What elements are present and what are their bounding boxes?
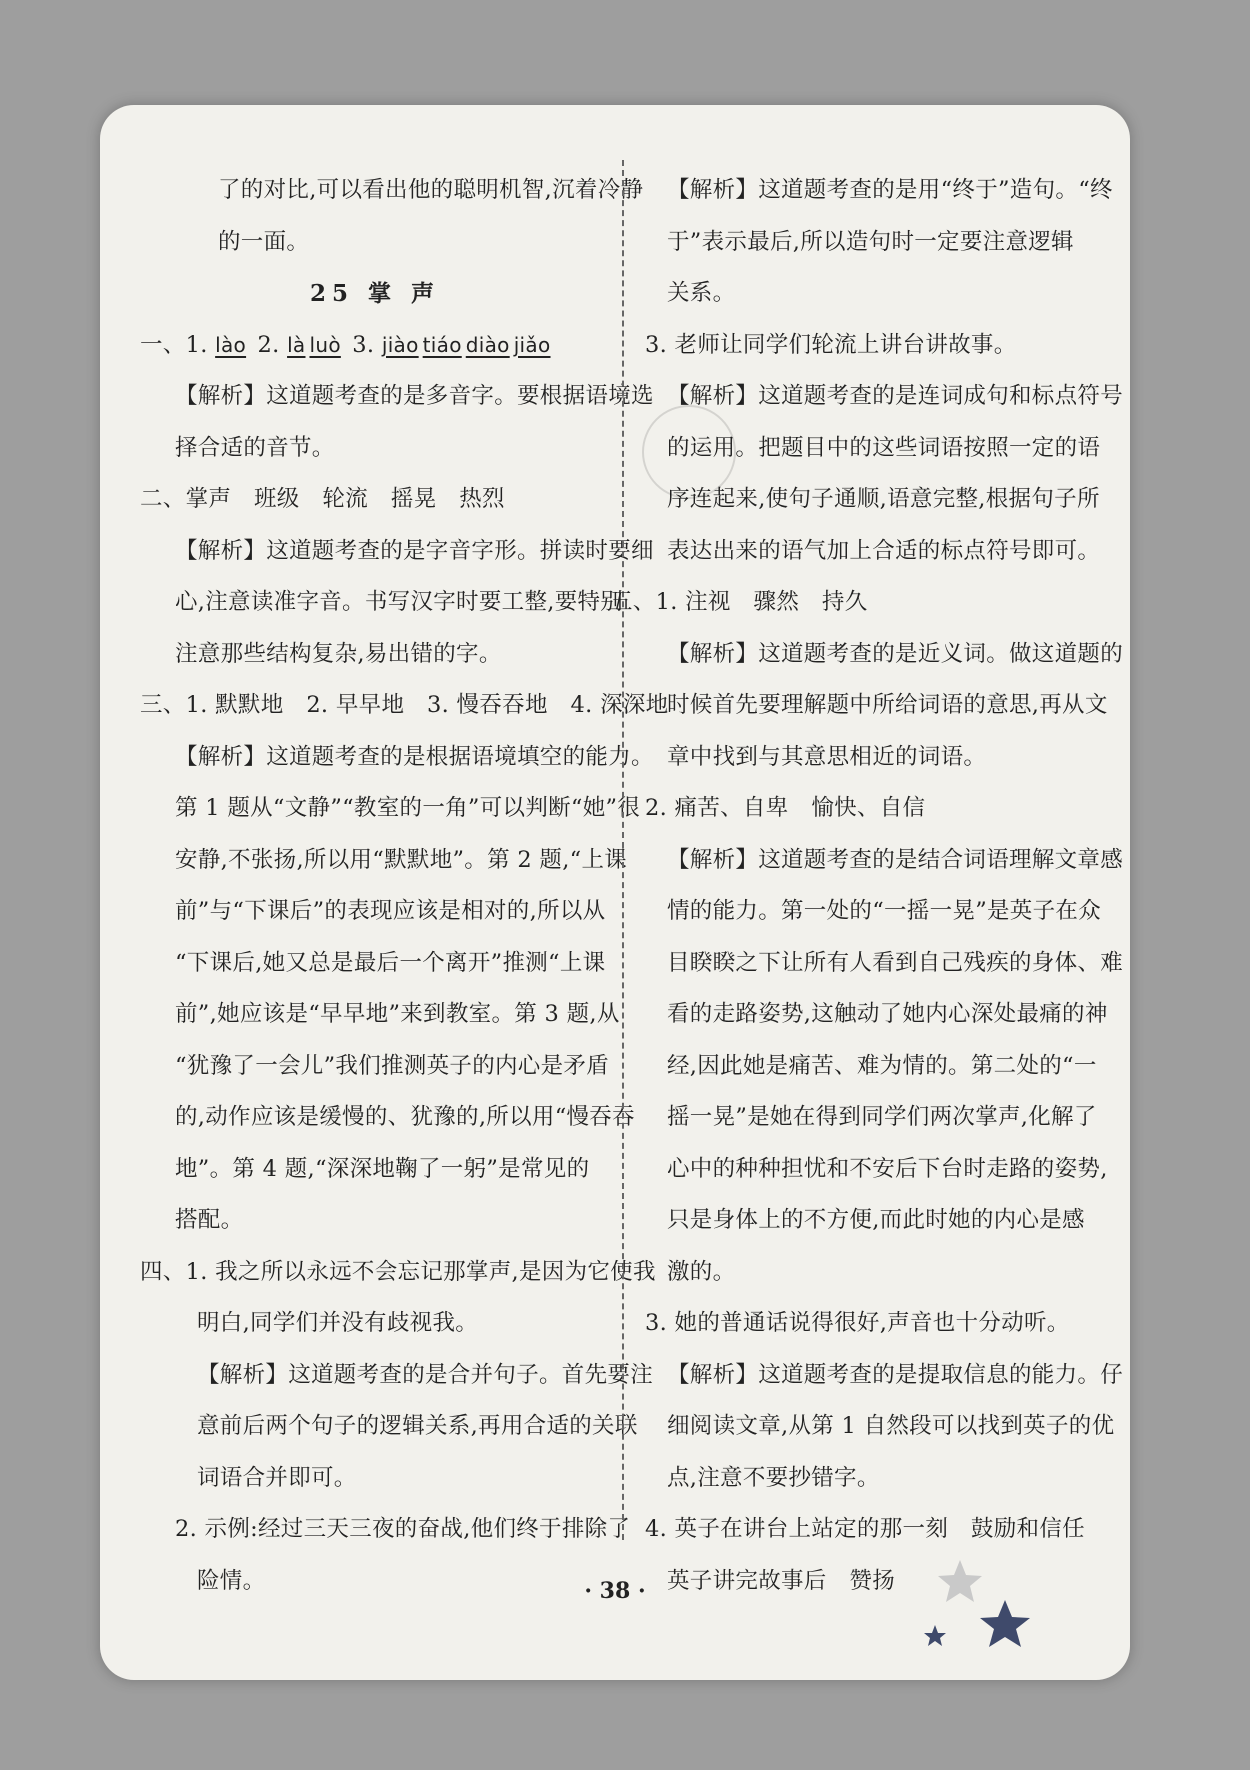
right-line: 点,注意不要抄错字。	[667, 1464, 880, 1491]
pinyin-answer: lào	[215, 332, 247, 357]
right-line: 目睽睽之下让所有人看到自己残疾的身体、难	[667, 949, 1124, 976]
left-line: 注意那些结构复杂,易出错的字。	[175, 640, 502, 667]
left-line: 前”,她应该是“早早地”来到教室。第 3 题,从	[175, 1001, 620, 1027]
right-line: 表达出来的语气加上合适的标点符号即可。	[667, 537, 1101, 564]
left-line: 安静,不张扬,所以用“默默地”。第 2 题,“上课	[175, 846, 628, 873]
left-line: 的一面。	[218, 228, 310, 255]
left-line: 第 1 题从“文静”“教室的一角”可以判断“她”很	[175, 795, 641, 821]
left-line	[140, 320, 640, 372]
right-line: 细阅读文章,从第 1 自然段可以找到英子的优	[667, 1413, 1115, 1439]
left-line: 地”。第 4 题,“深深地鞠了一躬”是常见的	[175, 1155, 590, 1182]
left-line: 险情。	[197, 1567, 266, 1594]
right-line: 看的走路姿势,这触动了她内心深处最痛的神	[667, 1001, 1108, 1027]
pinyin-answer: là	[287, 332, 306, 357]
left-line: 的,动作应该是缓慢的、犹豫的,所以用“慢吞吞	[175, 1104, 635, 1130]
right-line: 【解析】这道题考查的是提取信息的能力。仔	[667, 1361, 1124, 1388]
right-line: 关系。	[667, 280, 736, 306]
right-line: 【解析】这道题考查的是结合词语理解文章感	[667, 846, 1124, 873]
question-number: 一、1.	[140, 331, 216, 358]
right-line: 于”表示最后,所以造句时一定要注意逻辑	[667, 228, 1074, 255]
right-line: 4. 英子在讲台上站定的那一刻 鼓励和信任	[645, 1516, 1085, 1542]
left-line: 明白,同学们并没有歧视我。	[197, 1310, 479, 1336]
left-column	[140, 165, 669, 1607]
right-line: 【解析】这道题考查的是用“终于”造句。“终	[667, 177, 1113, 203]
right-column	[610, 165, 1124, 1607]
left-line: “下课后,她又总是最后一个离开”推测“上课	[175, 949, 606, 976]
left-line: 二、掌声 班级 轮流 摇晃 热烈	[140, 486, 505, 512]
right-line: 3. 她的普通话说得很好,声音也十分动听。	[645, 1310, 1070, 1336]
pinyin-answer: diào	[465, 332, 510, 357]
left-line: 搭配。	[175, 1207, 244, 1233]
question-number: 2.	[250, 331, 288, 358]
question-number: 3.	[344, 331, 382, 358]
pinyin-answer: jiào	[381, 332, 419, 357]
right-line: 只是身体上的不方便,而此时她的内心是感	[667, 1207, 1085, 1233]
right-line: 情的能力。第一处的“一摇一晃”是英子在众	[667, 898, 1102, 924]
right-line: 五、1. 注视 骤然 持久	[610, 589, 868, 615]
left-line: 【解析】这道题考查的是根据语境填空的能力。	[175, 743, 654, 770]
left-line: 【解析】这道题考查的是合并句子。首先要注	[197, 1361, 654, 1388]
answer-page	[100, 105, 1130, 1680]
right-line: 经,因此她是痛苦、难为情的。第二处的“一	[667, 1052, 1097, 1079]
right-line: 章中找到与其意思相近的词语。	[667, 743, 987, 770]
right-line: 英子讲完故事后 赞扬	[667, 1567, 896, 1594]
left-line: 四、1. 我之所以永远不会忘记那掌声,是因为它使我	[140, 1258, 656, 1285]
star-icon	[920, 1555, 1040, 1655]
left-line: 词语合并即可。	[197, 1464, 357, 1491]
right-line: 3. 老师让同学们轮流上讲台讲故事。	[645, 331, 1017, 358]
left-line: 三、1. 默默地 2. 早早地 3. 慢吞吞地 4. 深深地	[140, 692, 669, 718]
right-line: 【解析】这道题考查的是连词成句和标点符号	[667, 383, 1124, 409]
right-line: 的运用。把题目中的这些词语按照一定的语	[667, 434, 1101, 461]
right-line: 摇一晃”是她在得到同学们两次掌声,化解了	[667, 1104, 1097, 1130]
section-title: 25 掌 声	[309, 280, 441, 307]
page-number: · 38 ·	[584, 1578, 646, 1604]
left-line: 2. 示例:经过三天三夜的奋战,他们终于排除了	[175, 1516, 631, 1542]
left-line: 心,注意读准字音。书写汉字时要工整,要特别	[175, 589, 624, 615]
left-line: “犹豫了一会儿”我们推测英子的内心是矛盾	[175, 1052, 610, 1079]
left-line: 前”与“下课后”的表现应该是相对的,所以从	[175, 898, 606, 924]
right-line: 心中的种种担忧和不安后下台时走路的姿势,	[667, 1155, 1108, 1182]
right-line: 时候首先要理解题中所给词语的意思,再从文	[667, 692, 1108, 718]
left-line: 了的对比,可以看出他的聪明机智,沉着冷静	[218, 177, 644, 203]
pinyin-answer: tiáo	[422, 332, 462, 357]
left-line: 【解析】这道题考查的是字音字形。拼读时要细	[175, 537, 654, 564]
stamp-mark	[642, 405, 736, 499]
left-line: 意前后两个句子的逻辑关系,再用合适的关联	[197, 1413, 638, 1439]
pinyin-answer: luò	[309, 332, 341, 357]
left-line: 【解析】这道题考查的是多音字。要根据语境选	[175, 383, 654, 409]
right-line: 序连起来,使句子通顺,语意完整,根据句子所	[667, 486, 1100, 512]
left-line: 择合适的音节。	[175, 434, 335, 461]
right-line: 激的。	[667, 1258, 736, 1285]
right-line: 【解析】这道题考查的是近义词。做这道题的	[667, 640, 1124, 667]
right-line: 2. 痛苦、自卑 愉快、自信	[645, 795, 926, 821]
pinyin-answer: jiǎo	[513, 332, 551, 357]
